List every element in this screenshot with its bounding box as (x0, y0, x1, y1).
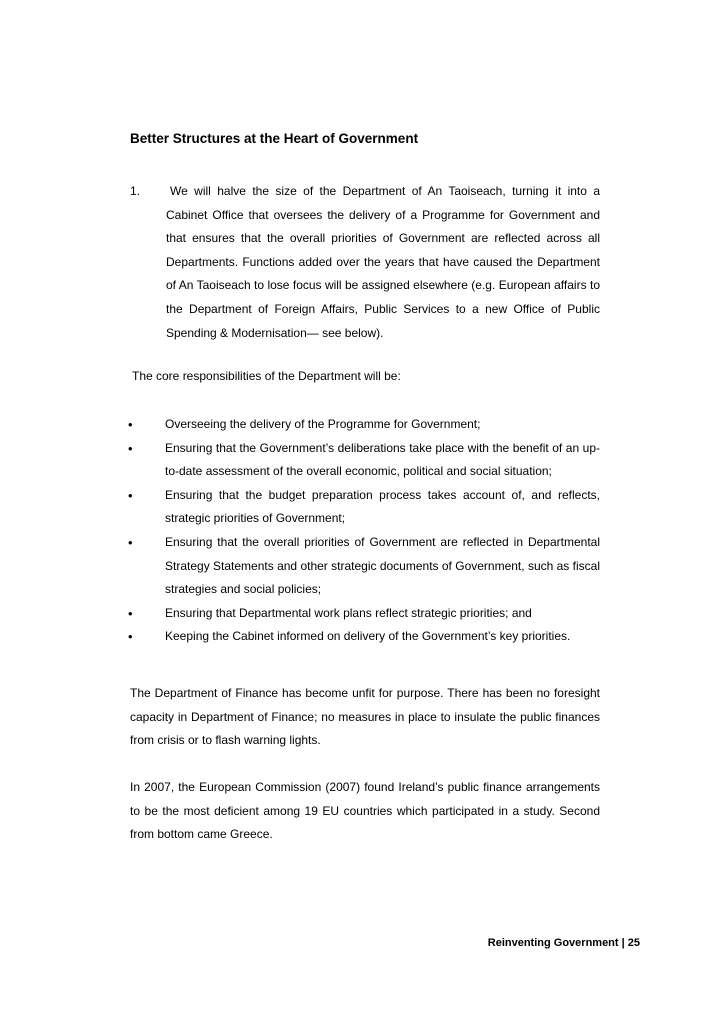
bullet-icon: • (128, 534, 133, 550)
list-item (128, 437, 600, 484)
numbered-item-text: We will halve the size of the Department of An Taoiseach, turning it into a Cabinet Office that oversees the delivery of a Programme for Government and that ensures that the overall priorities of Government are reflected across all Departments. Functions added over the years that have caused the Department of An Taoiseach to lose focus will be assigned elsewhere (e.g. European affairs to the Department of Foreign Affairs, Public Services to a new Office of Public Spending & Modernisation— see below). (166, 184, 600, 340)
list-item (128, 602, 600, 626)
list-item (128, 531, 600, 602)
bullet-icon: • (128, 605, 133, 621)
finance-paragraph: The Department of Finance has become unfit for purpose. There has been no foresight capacity in Department of Finance; no measures in place to insulate the public finances from crisis or to flash warning lights. (130, 686, 600, 748)
section-heading: Better Structures at the Heart of Government (130, 131, 419, 146)
responsibilities-intro: The core responsibilities of the Department will be: (132, 369, 401, 383)
bullet-icon: • (128, 629, 133, 645)
list-item (128, 484, 600, 531)
list-item-text: Ensuring that the budget preparation process takes account of, and reflects, strategic priorities of Government; (165, 487, 600, 526)
list-item-text: Ensuring that the overall priorities of Government are reflected in Departmental Strategy Statements and other strategic documents of Government, such as fiscal strategies and social policies; (165, 534, 600, 597)
list-item-text: Keeping the Cabinet informed on delivery of the Government’s key priorities. (165, 629, 571, 644)
bullet-icon: • (128, 440, 133, 456)
list-item-text: Overseeing the delivery of the Programme for Government; (165, 417, 481, 431)
page-footer: Reinventing Government | 25 (487, 937, 640, 949)
bullet-icon: • (128, 417, 133, 432)
numbered-item (130, 180, 600, 345)
list-item-text: Ensuring that the Government’s deliberations take place with the benefit of an up-to-date assessment of the overall economic, political and social situation; (165, 440, 600, 479)
list-item-text: Ensuring that Departmental work plans reflect strategic priorities; and (165, 605, 532, 620)
list-item (128, 413, 600, 437)
responsibilities-list (128, 413, 600, 649)
commission-paragraph: In 2007, the European Commission (2007) found Ireland’s public finance arrangements to be the most deficient among 19 EU countries which participated in a study. Second from bottom came Greece. (130, 780, 600, 842)
item-number: 1. (130, 184, 141, 198)
bullet-icon: • (128, 487, 133, 503)
list-item (128, 625, 600, 649)
